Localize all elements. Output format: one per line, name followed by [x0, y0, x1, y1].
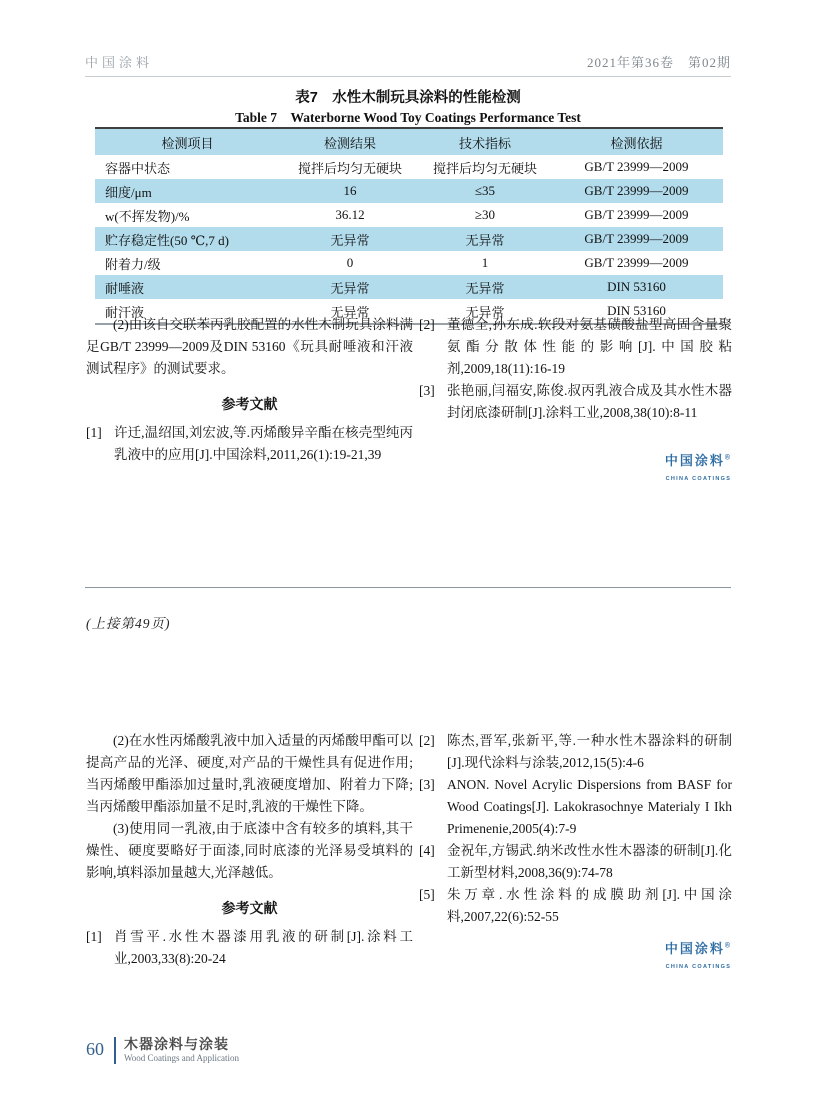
table-cell: 无异常 [465, 232, 505, 248]
body-paragraph: (2)由该自交联苯丙乳胶配置的水性木制玩具涂料满足GB/T 23999—2009及DIN 53160《玩具耐唾液和汗液测试程序》的测试要求。 [86, 317, 413, 376]
table-cell: 无异常 [465, 280, 505, 296]
table-cell: 1 [481, 255, 489, 270]
reference-text: 董德全,孙东成.软段对氨基磺酸盐型高固含量聚氨酯分散体性能的影响[J].中国胶粘剂,2009,18(11):16-19 [447, 317, 732, 376]
table-row [95, 155, 723, 179]
table-cell: GB/T 23999—2009 [584, 207, 689, 222]
footer-title-zh: 木器涂料与涂装 [124, 1036, 229, 1052]
reference-number: [2] [419, 317, 435, 332]
reference-item [86, 422, 413, 466]
footer-divider-bar [114, 1037, 116, 1064]
page-number: 60 [86, 1039, 104, 1059]
table-cell: 贮存稳定性(50 ℃,7 d) [105, 232, 229, 248]
reference-item [419, 730, 732, 774]
section1-left-column [86, 314, 413, 466]
references-heading: 参考文献 [221, 900, 278, 916]
table-row [95, 203, 723, 227]
reference-text: ANON. Novel Acrylic Dispersions from BASF for Wood Coatings[J]. Lakokrasochnye Materialy I Ikh Primenenie,2005(4):7-9 [447, 777, 732, 836]
table-cell: ≥30 [474, 207, 496, 222]
table-cell: w(不挥发物)/% [105, 208, 190, 224]
table-cell: 0 [346, 255, 354, 270]
table-cell: 耐唾液 [105, 280, 145, 296]
reference-item [419, 774, 732, 840]
table-cell: GB/T 23999—2009 [584, 183, 689, 198]
table-cell: GB/T 23999—2009 [584, 231, 689, 246]
table-cell: GB/T 23999—2009 [584, 255, 689, 270]
table-row [95, 275, 723, 299]
reference-number: [1] [86, 425, 102, 440]
body-paragraph: (2)在水性丙烯酸乳液中加入适量的丙烯酸甲酯可以提高产品的光泽、硬度,对产品的干燥性具有促进作用;当丙烯酸甲酯添加过量时,乳液硬度增加、附着力下降;当丙烯酸甲酯添加量不足时,乳液的干燥性下降。 [86, 733, 413, 814]
reference-item [86, 926, 413, 970]
table-row [95, 227, 723, 251]
logo-name-en: CHINA COATINGS [665, 963, 732, 970]
reference-number: [3] [419, 383, 435, 398]
reference-text: 朱万章.水性涂料的成膜助剂[J].中国涂料,2007,22(6):52-55 [447, 887, 732, 924]
logo-name-zh: 中国涂料® [664, 941, 732, 956]
reference-item [419, 314, 732, 380]
table-cell: 16 [343, 183, 357, 198]
reference-text: 金祝年,方锡武.纳米改性水性木器漆的研制[J].化工新型材料,2008,36(9):74-78 [447, 843, 732, 880]
reference-number: [4] [419, 843, 435, 858]
section2-right-column [419, 730, 732, 975]
references-heading: 参考文献 [221, 396, 278, 412]
reference-text: 许迁,温绍国,刘宏波,等.丙烯酸异辛酯在核壳型纯丙乳液中的应用[J].中国涂料,2011,26(1):19-21,39 [114, 425, 413, 462]
section2-left-column [86, 730, 413, 970]
table-cell: 无异常 [465, 304, 505, 320]
table-cell: 无异常 [330, 280, 370, 296]
table-cell: 无异常 [330, 232, 370, 248]
table-cell: 细度/μm [105, 184, 152, 200]
footer-column-title [124, 1036, 239, 1063]
table-cell: DIN 53160 [607, 279, 666, 294]
reference-number: [3] [419, 777, 435, 792]
reference-number: [1] [86, 929, 102, 944]
table-cell: ≤35 [474, 183, 496, 198]
column-header: 检测结果 [323, 135, 376, 151]
registered-mark-icon: ® [724, 454, 732, 462]
table-cell: 无异常 [330, 304, 370, 320]
table-cell: 附着力/级 [105, 256, 161, 272]
table-cell: GB/T 23999—2009 [584, 159, 689, 174]
page-footer [86, 1036, 239, 1064]
reference-item [419, 840, 732, 884]
reference-text: 张艳丽,闫福安,陈俊.叔丙乳液合成及其水性木器封闭底漆研制[J].涂料工业,2008,38(10):8-11 [447, 383, 732, 420]
continuation-note: (上接第49页) [86, 616, 171, 631]
reference-item [419, 380, 732, 424]
issue-info: 2021年第36卷 第02期 [586, 55, 731, 70]
table-cell: 耐汗液 [105, 304, 145, 320]
table-cell: DIN 53160 [607, 303, 666, 318]
section1-right-column [419, 314, 732, 487]
registered-mark-icon: ® [724, 942, 732, 950]
table-cell: 36.12 [335, 207, 365, 222]
table-cell: 搅拌后均匀无硬块 [432, 160, 537, 176]
logo-name-en: CHINA COATINGS [665, 475, 732, 482]
table-row [95, 179, 723, 203]
table-title-en: Table 7 Waterborne Wood Toy Coatings Performance Test [235, 110, 581, 125]
footer-title-en: Wood Coatings and Application [124, 1053, 240, 1063]
table-row [95, 251, 723, 275]
table-cell: 容器中状态 [105, 160, 171, 176]
performance-table [95, 127, 723, 325]
table-header-row [95, 128, 723, 155]
china-coatings-logo [419, 942, 732, 975]
table-title-zh: 表7 水性木制玩具涂料的性能检测 [295, 90, 521, 106]
column-header: 检测依据 [610, 135, 663, 151]
reference-item [419, 884, 732, 928]
section-divider [85, 587, 731, 588]
reference-text: 肖雪平.水性木器漆用乳液的研制[J].涂料工业,2003,33(8):20-24 [114, 929, 413, 966]
body-paragraph: (3)使用同一乳液,由于底漆中含有较多的填料,其干燥性、硬度要略好于面漆,同时底漆的光泽易受填料的影响,填料添加量越大,光泽越低。 [86, 821, 413, 880]
china-coatings-logo [419, 454, 732, 487]
table-cell: 搅拌后均匀无硬块 [297, 160, 402, 176]
column-header: 检测项目 [161, 135, 214, 151]
reference-number: [2] [419, 733, 435, 748]
running-head [85, 52, 731, 77]
reference-number: [5] [419, 887, 435, 902]
reference-text: 陈杰,晋军,张新平,等.一种水性木器涂料的研制[J].现代涂料与涂装,2012,15(5):4-6 [447, 733, 732, 770]
logo-name-zh: 中国涂料® [664, 453, 732, 468]
journal-name: 中国涂料 [85, 55, 154, 70]
column-header: 技术指标 [458, 135, 511, 151]
